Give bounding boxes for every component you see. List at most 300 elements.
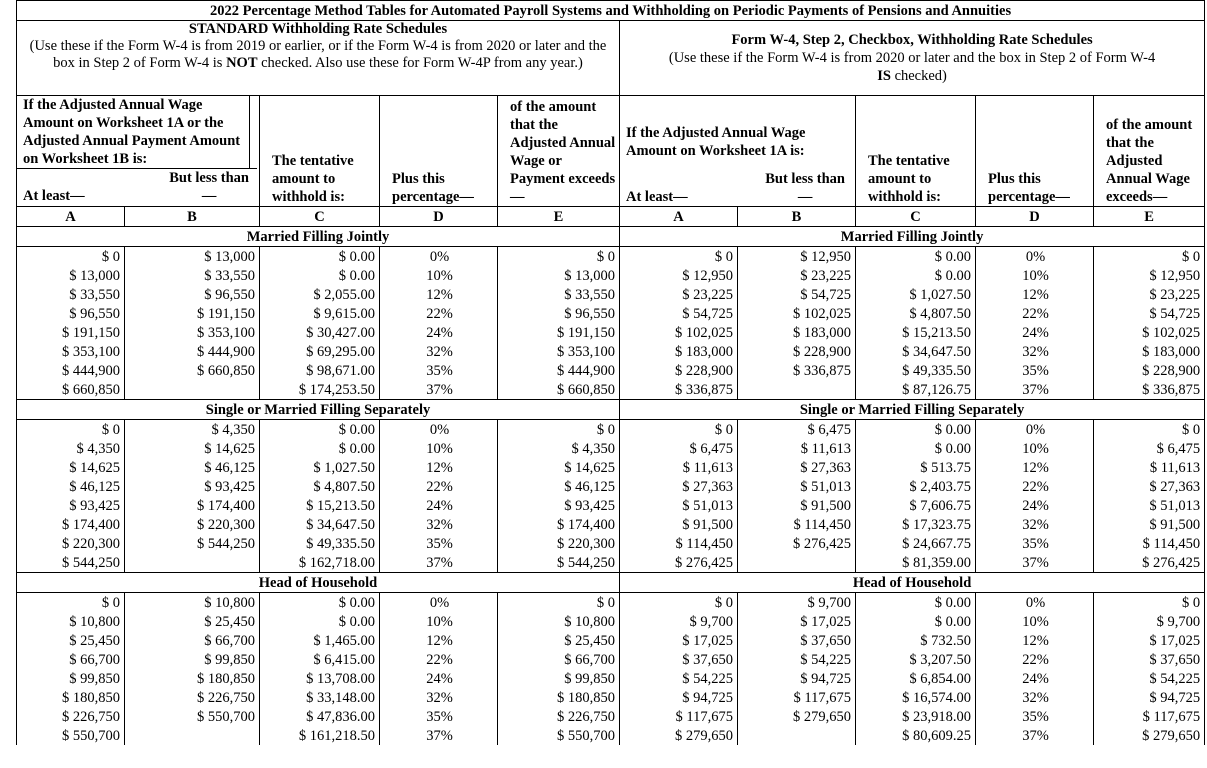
- left-exceeds-cell: $ 544,250: [498, 553, 620, 573]
- right-tentative-amount-cell: $ 4,807.50: [856, 304, 976, 323]
- right-tentative-amount-cell: $ 87,126.75: [856, 380, 976, 400]
- left-percentage-cell: 32%: [380, 342, 498, 361]
- left-but-less-than-cell: $ 13,000: [125, 247, 260, 267]
- left-exceeds-cell: $ 353,100: [498, 342, 620, 361]
- left-tentative-amount-cell: $ 69,295.00: [260, 342, 380, 361]
- left-tentative-amount-cell: $ 34,647.50: [260, 515, 380, 534]
- right-but-less-than-cell: $ 102,025: [738, 304, 856, 323]
- left-percentage-cell: 22%: [380, 477, 498, 496]
- left-but-less-than-cell: $ 191,150: [125, 304, 260, 323]
- left-at-least-cell: $ 10,800: [17, 612, 125, 631]
- left-at-least-cell: $ 180,850: [17, 688, 125, 707]
- right-tentative-amount-cell: $ 34,647.50: [856, 342, 976, 361]
- right-col-a-head: If the Adjusted Annual Wage Amount on Worksheet 1A is:: [626, 125, 806, 159]
- right-at-least-cell: $ 27,363: [620, 477, 738, 496]
- right-percentage-cell: 24%: [976, 323, 1094, 342]
- right-at-least-cell: $ 9,700: [620, 612, 738, 631]
- left-col-b-label-wrap: [169, 169, 249, 205]
- right-tentative-amount-cell: $ 49,335.50: [856, 361, 976, 380]
- left-exceeds-cell: $ 660,850: [498, 380, 620, 400]
- left-panel-heading: STANDARD Withholding Rate Schedules: [188, 21, 448, 37]
- right-percentage-cell: 0%: [976, 247, 1094, 267]
- section-header-row: [17, 227, 1205, 247]
- left-col-letter-a: A: [17, 207, 125, 227]
- table-row: [17, 593, 1205, 613]
- left-tentative-amount-cell: $ 162,718.00: [260, 553, 380, 573]
- right-exceeds-cell: $ 6,475: [1094, 439, 1205, 458]
- right-but-less-than-cell: $ 27,363: [738, 458, 856, 477]
- right-note-emph: IS: [877, 68, 891, 84]
- right-percentage-cell: 37%: [976, 553, 1094, 573]
- left-percentage-cell: 10%: [380, 439, 498, 458]
- left-percentage-cell: 12%: [380, 458, 498, 477]
- left-but-less-than-cell: $ 660,850: [125, 361, 260, 380]
- right-exceeds-cell: $ 54,725: [1094, 304, 1205, 323]
- right-exceeds-cell: $ 51,013: [1094, 496, 1205, 515]
- right-tentative-amount-cell: $ 80,609.25: [856, 726, 976, 745]
- left-percentage-cell: 37%: [380, 553, 498, 573]
- right-percentage-cell: 10%: [976, 612, 1094, 631]
- left-col-e-header: of the amount that the Adjusted Annual Wage or Payment exceeds—: [498, 96, 620, 207]
- table-row: [17, 380, 1205, 400]
- left-panel-header: [17, 21, 620, 96]
- left-section-title: Married Filling Jointly: [17, 227, 620, 247]
- right-exceeds-cell: $ 17,025: [1094, 631, 1205, 650]
- table-row: [17, 612, 1205, 631]
- left-percentage-cell: 37%: [380, 726, 498, 745]
- left-but-less-than-cell: $ 544,250: [125, 534, 260, 553]
- left-tentative-amount-cell: $ 13,708.00: [260, 669, 380, 688]
- right-but-less-than-cell: $ 91,500: [738, 496, 856, 515]
- left-but-less-than-cell: $ 33,550: [125, 266, 260, 285]
- left-tentative-amount-cell: $ 9,615.00: [260, 304, 380, 323]
- right-at-least-cell: $ 54,225: [620, 669, 738, 688]
- left-at-least-cell: $ 174,400: [17, 515, 125, 534]
- table-row: [17, 496, 1205, 515]
- right-at-least-cell: $ 94,725: [620, 688, 738, 707]
- right-exceeds-cell: $ 0: [1094, 593, 1205, 613]
- right-but-less-than-cell: $ 9,700: [738, 593, 856, 613]
- right-but-less-than-cell: $ 37,650: [738, 631, 856, 650]
- right-col-ab-labels: [626, 170, 853, 206]
- left-exceeds-cell: $ 25,450: [498, 631, 620, 650]
- right-col-d-header: Plus this percentage—: [976, 96, 1094, 207]
- right-section-title: Single or Married Filling Separately: [620, 400, 1205, 420]
- left-percentage-cell: 37%: [380, 380, 498, 400]
- left-at-least-cell: $ 25,450: [17, 631, 125, 650]
- right-tentative-amount-cell: $ 6,854.00: [856, 669, 976, 688]
- left-exceeds-cell: $ 180,850: [498, 688, 620, 707]
- left-percentage-cell: 32%: [380, 688, 498, 707]
- right-tentative-amount-cell: $ 2,403.75: [856, 477, 976, 496]
- left-percentage-cell: 24%: [380, 669, 498, 688]
- left-at-least-cell: $ 33,550: [17, 285, 125, 304]
- right-at-least-cell: $ 12,950: [620, 266, 738, 285]
- table-row: [17, 458, 1205, 477]
- right-at-least-cell: $ 37,650: [620, 650, 738, 669]
- table-row: [17, 688, 1205, 707]
- left-exceeds-cell: $ 33,550: [498, 285, 620, 304]
- left-but-less-than-cell: $ 550,700: [125, 707, 260, 726]
- left-percentage-cell: 24%: [380, 496, 498, 515]
- right-exceeds-cell: $ 91,500: [1094, 515, 1205, 534]
- table-row: [17, 266, 1205, 285]
- left-but-less-than-cell: $ 93,425: [125, 477, 260, 496]
- right-at-least-cell: $ 102,025: [620, 323, 738, 342]
- left-percentage-cell: 24%: [380, 323, 498, 342]
- right-tentative-amount-cell: $ 0.00: [856, 247, 976, 267]
- left-tentative-amount-cell: $ 49,335.50: [260, 534, 380, 553]
- right-but-less-than-cell: $ 17,025: [738, 612, 856, 631]
- left-percentage-cell: 35%: [380, 534, 498, 553]
- right-at-least-cell: $ 91,500: [620, 515, 738, 534]
- right-but-less-than-cell: $ 279,650: [738, 707, 856, 726]
- right-section-title: Married Filling Jointly: [620, 227, 1205, 247]
- right-col-b-dash: —: [797, 189, 813, 205]
- right-at-least-cell: $ 54,725: [620, 304, 738, 323]
- left-exceeds-cell: $ 191,150: [498, 323, 620, 342]
- section-header-row: [17, 573, 1205, 593]
- right-note-part1: (Use these if the Form W-4 is from 2020 or later and the box in Step 2 of Form W-4: [668, 50, 1156, 66]
- right-but-less-than-cell: $ 54,225: [738, 650, 856, 669]
- left-percentage-cell: 12%: [380, 285, 498, 304]
- left-tentative-amount-cell: $ 161,218.50: [260, 726, 380, 745]
- right-at-least-cell: $ 17,025: [620, 631, 738, 650]
- right-at-least-cell: $ 279,650: [620, 726, 738, 745]
- left-col-ab-labels: [17, 168, 257, 205]
- table-row: [17, 534, 1205, 553]
- left-but-less-than-cell: $ 99,850: [125, 650, 260, 669]
- right-but-less-than-cell: $ 114,450: [738, 515, 856, 534]
- left-percentage-cell: 0%: [380, 420, 498, 440]
- right-at-least-cell: $ 228,900: [620, 361, 738, 380]
- right-tentative-amount-cell: $ 0.00: [856, 593, 976, 613]
- left-tentative-amount-cell: $ 0.00: [260, 266, 380, 285]
- right-tentative-amount-cell: $ 23,918.00: [856, 707, 976, 726]
- left-col-a-head: If the Adjusted Annual Wage Amount on Worksheet 1A or the Adjusted Annual Payment Amount on Worksheet 1B is:: [23, 96, 250, 168]
- right-at-least-cell: $ 6,475: [620, 439, 738, 458]
- left-col-b-label: But less than: [169, 170, 249, 186]
- column-letters-row: [17, 207, 1205, 227]
- right-exceeds-cell: $ 0: [1094, 247, 1205, 267]
- left-exceeds-cell: $ 66,700: [498, 650, 620, 669]
- left-exceeds-cell: $ 220,300: [498, 534, 620, 553]
- right-tentative-amount-cell: $ 513.75: [856, 458, 976, 477]
- right-tentative-amount-cell: $ 0.00: [856, 439, 976, 458]
- left-tentative-amount-cell: $ 6,415.00: [260, 650, 380, 669]
- right-note-part2: checked): [890, 68, 947, 84]
- left-tentative-amount-cell: $ 0.00: [260, 420, 380, 440]
- right-at-least-cell: $ 117,675: [620, 707, 738, 726]
- left-at-least-cell: $ 99,850: [17, 669, 125, 688]
- table-row: [17, 515, 1205, 534]
- left-percentage-cell: 12%: [380, 631, 498, 650]
- left-but-less-than-cell: [125, 553, 260, 573]
- right-percentage-cell: 10%: [976, 266, 1094, 285]
- right-percentage-cell: 35%: [976, 361, 1094, 380]
- left-but-less-than-cell: $ 174,400: [125, 496, 260, 515]
- left-but-less-than-cell: $ 353,100: [125, 323, 260, 342]
- right-col-c-header: The tentative amount to withhold is:: [856, 96, 976, 207]
- left-but-less-than-cell: $ 220,300: [125, 515, 260, 534]
- left-but-less-than-cell: $ 14,625: [125, 439, 260, 458]
- left-tentative-amount-cell: $ 1,027.50: [260, 458, 380, 477]
- right-panel-heading: Form W-4, Step 2, Checkbox, Withholding Rate Schedules: [731, 32, 1093, 48]
- left-percentage-cell: 0%: [380, 247, 498, 267]
- left-tentative-amount-cell: $ 30,427.00: [260, 323, 380, 342]
- left-at-least-cell: $ 660,850: [17, 380, 125, 400]
- left-but-less-than-cell: [125, 726, 260, 745]
- right-at-least-cell: $ 0: [620, 420, 738, 440]
- right-percentage-cell: 22%: [976, 304, 1094, 323]
- left-at-least-cell: $ 96,550: [17, 304, 125, 323]
- left-exceeds-cell: $ 46,125: [498, 477, 620, 496]
- left-percentage-cell: 10%: [380, 612, 498, 631]
- right-at-least-cell: $ 11,613: [620, 458, 738, 477]
- left-tentative-amount-cell: $ 98,671.00: [260, 361, 380, 380]
- table-row: [17, 323, 1205, 342]
- right-but-less-than-cell: $ 94,725: [738, 669, 856, 688]
- table-row: [17, 285, 1205, 304]
- table-row: [17, 477, 1205, 496]
- right-percentage-cell: 32%: [976, 688, 1094, 707]
- right-exceeds-cell: $ 27,363: [1094, 477, 1205, 496]
- right-exceeds-cell: $ 336,875: [1094, 380, 1205, 400]
- left-percentage-cell: 22%: [380, 650, 498, 669]
- right-percentage-cell: 32%: [976, 515, 1094, 534]
- left-exceeds-cell: $ 93,425: [498, 496, 620, 515]
- left-but-less-than-cell: $ 96,550: [125, 285, 260, 304]
- right-tentative-amount-cell: $ 0.00: [856, 420, 976, 440]
- right-percentage-cell: 22%: [976, 477, 1094, 496]
- right-col-letter-a: A: [620, 207, 738, 227]
- left-at-least-cell: $ 0: [17, 247, 125, 267]
- left-percentage-cell: 35%: [380, 361, 498, 380]
- left-tentative-amount-cell: $ 47,836.00: [260, 707, 380, 726]
- right-exceeds-cell: $ 279,650: [1094, 726, 1205, 745]
- table-row: [17, 247, 1205, 267]
- left-tentative-amount-cell: $ 0.00: [260, 439, 380, 458]
- table-row: [17, 439, 1205, 458]
- withholding-tables: [16, 0, 1205, 745]
- left-percentage-cell: 35%: [380, 707, 498, 726]
- right-but-less-than-cell: $ 51,013: [738, 477, 856, 496]
- right-col-a-label: At least—: [626, 189, 688, 205]
- right-percentage-cell: 12%: [976, 458, 1094, 477]
- right-col-letter-b: B: [738, 207, 856, 227]
- right-percentage-cell: 22%: [976, 650, 1094, 669]
- left-col-ab-header: [17, 96, 260, 207]
- table-row: [17, 304, 1205, 323]
- left-but-less-than-cell: $ 10,800: [125, 593, 260, 613]
- table-row: [17, 361, 1205, 380]
- right-col-ab-header: [620, 96, 856, 207]
- right-exceeds-cell: $ 12,950: [1094, 266, 1205, 285]
- right-exceeds-cell: $ 9,700: [1094, 612, 1205, 631]
- right-but-less-than-cell: $ 336,875: [738, 361, 856, 380]
- right-tentative-amount-cell: $ 7,606.75: [856, 496, 976, 515]
- left-at-least-cell: $ 444,900: [17, 361, 125, 380]
- right-section-title: Head of Household: [620, 573, 1205, 593]
- right-percentage-cell: 0%: [976, 593, 1094, 613]
- table-row: [17, 342, 1205, 361]
- right-exceeds-cell: $ 23,225: [1094, 285, 1205, 304]
- left-col-d-header: Plus this percentage—: [380, 96, 498, 207]
- left-section-title: Head of Household: [17, 573, 620, 593]
- right-percentage-cell: 37%: [976, 380, 1094, 400]
- left-col-b-dash: —: [201, 188, 217, 204]
- left-exceeds-cell: $ 10,800: [498, 612, 620, 631]
- right-but-less-than-cell: $ 6,475: [738, 420, 856, 440]
- left-at-least-cell: $ 0: [17, 593, 125, 613]
- left-tentative-amount-cell: $ 1,465.00: [260, 631, 380, 650]
- left-at-least-cell: $ 93,425: [17, 496, 125, 515]
- right-but-less-than-cell: $ 12,950: [738, 247, 856, 267]
- left-tentative-amount-cell: $ 174,253.50: [260, 380, 380, 400]
- right-col-b-label-wrap: [765, 170, 845, 206]
- left-panel-note: [19, 38, 617, 72]
- right-col-letter-e: E: [1094, 207, 1205, 227]
- left-exceeds-cell: $ 14,625: [498, 458, 620, 477]
- right-tentative-amount-cell: $ 0.00: [856, 612, 976, 631]
- right-tentative-amount-cell: $ 1,027.50: [856, 285, 976, 304]
- left-at-least-cell: $ 4,350: [17, 439, 125, 458]
- right-exceeds-cell: $ 228,900: [1094, 361, 1205, 380]
- right-at-least-cell: $ 23,225: [620, 285, 738, 304]
- left-tentative-amount-cell: $ 15,213.50: [260, 496, 380, 515]
- right-at-least-cell: $ 0: [620, 593, 738, 613]
- left-but-less-than-cell: $ 46,125: [125, 458, 260, 477]
- right-tentative-amount-cell: $ 16,574.00: [856, 688, 976, 707]
- right-percentage-cell: 37%: [976, 726, 1094, 745]
- right-tentative-amount-cell: $ 24,667.75: [856, 534, 976, 553]
- left-col-a-label: At least—: [23, 188, 85, 204]
- right-but-less-than-cell: $ 117,675: [738, 688, 856, 707]
- left-tentative-amount-cell: $ 0.00: [260, 247, 380, 267]
- right-percentage-cell: 32%: [976, 342, 1094, 361]
- left-col-letter-d: D: [380, 207, 498, 227]
- right-panel-header: [620, 21, 1205, 96]
- right-col-letter-c: C: [856, 207, 976, 227]
- table-row: [17, 707, 1205, 726]
- table-row: [17, 553, 1205, 573]
- left-note-part1: (Use these if the Form W-4 is from 2019 or earlier, or if the Form W-4 is from 2020 or later and the box in Step 2 of Form W-4 is: [29, 38, 607, 71]
- section-header-row: [17, 400, 1205, 420]
- table-row: [17, 650, 1205, 669]
- left-percentage-cell: 22%: [380, 304, 498, 323]
- right-tentative-amount-cell: $ 0.00: [856, 266, 976, 285]
- right-tentative-amount-cell: $ 3,207.50: [856, 650, 976, 669]
- left-exceeds-cell: $ 0: [498, 247, 620, 267]
- right-but-less-than-cell: [738, 726, 856, 745]
- right-but-less-than-cell: $ 23,225: [738, 266, 856, 285]
- right-tentative-amount-cell: $ 15,213.50: [856, 323, 976, 342]
- left-but-less-than-cell: [125, 380, 260, 400]
- right-exceeds-cell: $ 54,225: [1094, 669, 1205, 688]
- left-but-less-than-cell: $ 25,450: [125, 612, 260, 631]
- left-at-least-cell: $ 14,625: [17, 458, 125, 477]
- right-panel-note: [622, 49, 1202, 85]
- left-but-less-than-cell: $ 4,350: [125, 420, 260, 440]
- left-at-least-cell: $ 13,000: [17, 266, 125, 285]
- right-percentage-cell: 24%: [976, 496, 1094, 515]
- right-percentage-cell: 12%: [976, 631, 1094, 650]
- left-at-least-cell: $ 226,750: [17, 707, 125, 726]
- right-percentage-cell: 35%: [976, 707, 1094, 726]
- right-at-least-cell: $ 51,013: [620, 496, 738, 515]
- left-col-c-header: The tentative amount to withhold is:: [260, 96, 380, 207]
- left-exceeds-cell: $ 13,000: [498, 266, 620, 285]
- left-tentative-amount-cell: $ 33,148.00: [260, 688, 380, 707]
- right-but-less-than-cell: $ 228,900: [738, 342, 856, 361]
- right-but-less-than-cell: $ 183,000: [738, 323, 856, 342]
- table-row: [17, 420, 1205, 440]
- right-exceeds-cell: $ 11,613: [1094, 458, 1205, 477]
- left-exceeds-cell: $ 99,850: [498, 669, 620, 688]
- right-col-b-label: But less than: [765, 171, 845, 187]
- left-note-emph: NOT: [226, 55, 258, 71]
- left-percentage-cell: 0%: [380, 593, 498, 613]
- right-exceeds-cell: $ 94,725: [1094, 688, 1205, 707]
- right-at-least-cell: $ 114,450: [620, 534, 738, 553]
- left-tentative-amount-cell: $ 0.00: [260, 593, 380, 613]
- left-exceeds-cell: $ 96,550: [498, 304, 620, 323]
- right-at-least-cell: $ 183,000: [620, 342, 738, 361]
- right-but-less-than-cell: $ 11,613: [738, 439, 856, 458]
- right-tentative-amount-cell: $ 732.50: [856, 631, 976, 650]
- right-but-less-than-cell: [738, 380, 856, 400]
- left-at-least-cell: $ 550,700: [17, 726, 125, 745]
- left-exceeds-cell: $ 226,750: [498, 707, 620, 726]
- right-percentage-cell: 10%: [976, 439, 1094, 458]
- right-percentage-cell: 0%: [976, 420, 1094, 440]
- left-at-least-cell: $ 353,100: [17, 342, 125, 361]
- left-but-less-than-cell: $ 66,700: [125, 631, 260, 650]
- left-but-less-than-cell: $ 444,900: [125, 342, 260, 361]
- right-but-less-than-cell: $ 276,425: [738, 534, 856, 553]
- left-section-title: Single or Married Filling Separately: [17, 400, 620, 420]
- left-col-letter-b: B: [125, 207, 260, 227]
- table-row: [17, 726, 1205, 745]
- left-exceeds-cell: $ 444,900: [498, 361, 620, 380]
- left-but-less-than-cell: $ 226,750: [125, 688, 260, 707]
- left-exceeds-cell: $ 0: [498, 420, 620, 440]
- right-exceeds-cell: $ 117,675: [1094, 707, 1205, 726]
- left-at-least-cell: $ 0: [17, 420, 125, 440]
- right-but-less-than-cell: $ 54,725: [738, 285, 856, 304]
- left-note-part2: checked. Also use these for Form W-4P from any year.): [257, 55, 583, 71]
- table-row: [17, 669, 1205, 688]
- left-exceeds-cell: $ 0: [498, 593, 620, 613]
- right-col-e-header: of the amount that the Adjusted Annual Wage exceeds—: [1094, 96, 1205, 207]
- right-at-least-cell: $ 336,875: [620, 380, 738, 400]
- left-col-letter-c: C: [260, 207, 380, 227]
- left-at-least-cell: $ 220,300: [17, 534, 125, 553]
- left-percentage-cell: 10%: [380, 266, 498, 285]
- left-col-letter-e: E: [498, 207, 620, 227]
- right-exceeds-cell: $ 183,000: [1094, 342, 1205, 361]
- left-percentage-cell: 32%: [380, 515, 498, 534]
- page-title: 2022 Percentage Method Tables for Automated Payroll Systems and Withholding on Periodic Payments of Pensions and Annuities: [17, 1, 1205, 21]
- right-percentage-cell: 12%: [976, 285, 1094, 304]
- left-at-least-cell: $ 66,700: [17, 650, 125, 669]
- left-at-least-cell: $ 46,125: [17, 477, 125, 496]
- right-percentage-cell: 35%: [976, 534, 1094, 553]
- left-tentative-amount-cell: $ 2,055.00: [260, 285, 380, 304]
- left-tentative-amount-cell: $ 4,807.50: [260, 477, 380, 496]
- left-exceeds-cell: $ 550,700: [498, 726, 620, 745]
- table-row: [17, 631, 1205, 650]
